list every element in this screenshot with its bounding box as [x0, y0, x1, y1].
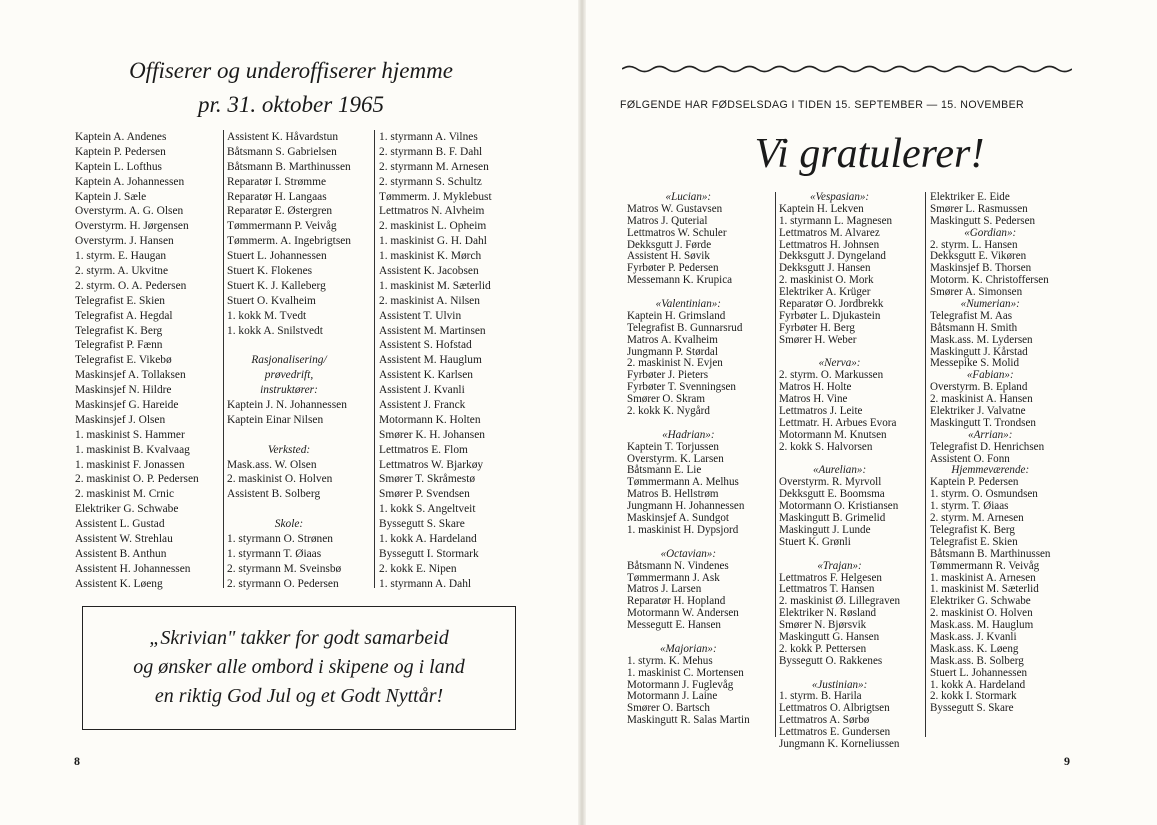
page-number-left: 8 [74, 754, 80, 768]
name-entry: Dekksgutt J. Hansen [779, 262, 871, 275]
name-entry: Matros J. Larsen [627, 583, 702, 596]
name-entry: 1. styrm. K. Mehus [627, 654, 713, 667]
name-entry: Tømmermann A. Melhus [627, 476, 739, 489]
name-entry: Fyrbøter J. Pieters [627, 369, 709, 382]
name-entry: 1. styrmann O. Strønen [227, 533, 333, 546]
name-entry: Stuert K. J. Kalleberg [227, 279, 326, 292]
name-entry: 2. maskinist O. Holven [930, 607, 1033, 620]
greeting-line: og ønsker alle ombord i skipene og i land [133, 656, 465, 678]
section-heading: «Aurelian»: [812, 464, 867, 477]
name-entry: Lettmatros N. Alvheim [379, 205, 485, 218]
name-entry: Fyrbøter H. Berg [779, 321, 855, 334]
name-entry: Assistent M. Hauglum [379, 354, 482, 367]
section-heading: prøvedrift, [264, 369, 314, 382]
name-entry: Assistent S. Hofstad [379, 339, 472, 352]
column-divider [775, 192, 776, 737]
name-entry: Elektriker N. Røsland [779, 607, 877, 620]
name-entry: 2. styrm. O. A. Pedersen [75, 279, 187, 292]
name-entry: 1. maskinist M. Sæterlid [379, 279, 491, 292]
name-entry: Assistent M. Martinsen [379, 324, 486, 337]
name-entry: Telegrafist P. Fænn [75, 339, 163, 352]
name-entry: 2. maskinist O. Mork [779, 274, 874, 287]
name-entry: Lettmatros F. Helgesen [779, 571, 882, 584]
name-entry: Overstyrm. B. Epland [930, 381, 1028, 394]
name-entry: Maskingutt G. Hansen [779, 630, 880, 643]
left-title-line2: pr. 31. oktober 1965 [198, 92, 384, 117]
name-entry: 1. maskinist S. Hammer [75, 428, 185, 441]
name-entry: 2. maskinist A. Nilsen [379, 294, 480, 307]
name-entry: Mask.ass. J. Kvanli [930, 630, 1017, 643]
name-entry: Kaptein A. Andenes [75, 131, 167, 143]
name-entry: Kaptein P. Pedersen [75, 145, 166, 158]
name-entry: Telegrafist E. Skien [930, 535, 1018, 548]
name-entry: Elektriker A. Krüger [779, 286, 871, 299]
name-entry: Tømmermann P. Veivåg [227, 220, 337, 233]
name-entry: Tømmerm. J. Myklebust [379, 190, 492, 203]
name-entry: Lettmatros W. Schuler [627, 226, 727, 239]
name-entry: Assistent H. Johannessen [75, 562, 191, 575]
name-entry: Tømmermann J. Ask [627, 571, 720, 584]
name-entry: Assistent K. Håvardstun [227, 131, 339, 143]
name-entry: Smører K. H. Johansen [379, 428, 485, 441]
name-entry: Stuert O. Kvalheim [227, 294, 316, 307]
name-entry: 1. maskinist A. Arnesen [930, 571, 1036, 584]
name-entry: 1. maskinist M. Sæterlid [930, 583, 1039, 596]
right-column-3 [930, 192, 1050, 715]
name-entry: Elektriker G. Schwabe [930, 595, 1031, 608]
name-entry: Smører P. Svendsen [379, 488, 470, 501]
name-entry: Motormann M. Knutsen [779, 428, 887, 441]
name-entry: Jungmann H. Johannessen [627, 500, 745, 513]
spacer [227, 428, 351, 443]
name-entry: Assistent B. Anthun [75, 547, 167, 560]
name-entry: Reparatør H. Hopland [627, 595, 726, 608]
name-entry: Overstyrm. A. G. Olsen [75, 205, 184, 218]
name-entry: 2. styrmann M. Arnesen [379, 160, 489, 173]
left-title-line1: Offiserer og underoffiserer hjemme [129, 58, 453, 83]
name-entry: Smører A. Simonsen [930, 286, 1023, 299]
name-entry: 1. styrm. O. Osmundsen [930, 488, 1038, 501]
christmas-greeting-box [82, 606, 516, 730]
name-entry: Motormann K. Holten [379, 413, 481, 426]
name-entry: Telegrafist K. Berg [930, 523, 1015, 536]
name-entry: 2. maskinist O. Holven [227, 473, 333, 486]
name-entry: Tømmerm. A. Ingebrigtsen [227, 235, 352, 248]
name-entry: Maskinsjef N. Hildre [75, 384, 172, 397]
name-entry: 2. kokk P. Pettersen [779, 642, 867, 655]
name-entry: Kaptein H. Lekven [779, 202, 864, 215]
name-entry: Assistent J. Kvanli [379, 384, 465, 397]
name-entry: Motorm. K. Christoffersen [930, 274, 1049, 287]
name-entry: Assistent K. Karlsen [379, 369, 473, 382]
name-entry: Overstyrm. K. Larsen [627, 452, 724, 465]
name-entry: 1. styrm. E. Haugan [75, 250, 167, 263]
name-entry: 2. maskinist M. Crnic [75, 488, 175, 501]
column-divider [925, 192, 926, 737]
name-entry: Assistent O. Fonn [930, 452, 1010, 465]
left-column-3 [379, 130, 492, 592]
section-heading: «Hadrian»: [662, 428, 715, 441]
name-entry: Smører O. Skram [627, 393, 705, 406]
name-entry: Elektriker E. Eide [930, 191, 1010, 203]
name-entry: Telegrafist D. Henrichsen [930, 440, 1045, 453]
name-entry: 2. styrm. L. Hansen [930, 238, 1018, 251]
name-entry: 1. maskinist F. Jonassen [75, 458, 185, 471]
name-entry: Elektriker G. Schwabe [75, 503, 179, 516]
name-entry: Mask.ass. K. Løeng [930, 642, 1019, 655]
section-heading: «Valentinian»: [655, 298, 721, 311]
name-entry: Lettmatr. H. Arbues Evora [779, 416, 897, 429]
name-entry: Smører H. Weber [779, 333, 857, 346]
name-entry: Smører N. Bjørsvik [779, 619, 867, 632]
page-fold [578, 0, 586, 825]
name-entry: 2. styrm. M. Arnesen [930, 512, 1024, 525]
name-entry: Messegutt E. Hansen [627, 619, 721, 632]
name-entry: Assistent K. Løeng [75, 577, 163, 590]
name-entry: Byssegutt S. Skare [379, 518, 465, 531]
name-entry: Mask.ass. M. Hauglum [930, 619, 1034, 632]
name-entry: Smører L. Rasmussen [930, 202, 1028, 215]
name-entry: Mask.ass. W. Olsen [227, 458, 317, 471]
name-entry: Båtsmann N. Vindenes [627, 559, 729, 572]
name-entry: Motormann J. Fuglevåg [627, 678, 734, 691]
name-entry: 1. maskinist H. Dypsjord [627, 523, 739, 536]
name-entry: 1. maskinist C. Mortensen [627, 666, 744, 679]
section-heading: «Justinian»: [811, 678, 868, 691]
name-entry: 1. styrmann L. Magnesen [779, 214, 893, 227]
name-entry: Stuert L. Johannessen [930, 666, 1028, 679]
name-entry: Assistent L. Gustad [75, 518, 165, 531]
name-entry: Jungmann P. Størdal [627, 345, 718, 358]
name-entry: Byssegutt O. Rakkenes [779, 654, 883, 667]
name-entry: Kaptein J. N. Johannessen [227, 399, 347, 412]
name-entry: Kaptein T. Torjussen [627, 440, 719, 453]
spacer [227, 502, 351, 517]
name-entry: 1. styrm. T. Øiaas [930, 500, 1009, 513]
name-entry: Lettmatros A. Sørbø [779, 714, 870, 727]
name-entry: Motormann J. Laine [627, 690, 718, 703]
name-entry: 2. maskinist Ø. Lillegraven [779, 595, 901, 608]
name-entry: Mask.ass. M. Lydersen [930, 333, 1033, 346]
name-entry: Messepike S. Molid [930, 357, 1020, 370]
name-entry: Maskinsjef A. Tollaksen [75, 369, 186, 382]
greeting-line: en riktig God Jul og et Godt Nyttår! [154, 685, 444, 707]
section-heading: «Trajan»: [817, 559, 862, 572]
name-entry: Stuert K. Flokenes [227, 265, 313, 278]
name-entry: 1. styrm. B. Harila [779, 690, 862, 703]
name-entry: Lettmatros E. Gundersen [779, 726, 891, 739]
name-entry: Telegrafist K. Berg [75, 324, 163, 337]
name-entry: 1. maskinist G. H. Dahl [379, 235, 487, 248]
name-entry: Matros A. Kvalheim [627, 333, 718, 346]
section-heading: «Gordian»: [964, 226, 1017, 239]
section-heading: instruktører: [260, 384, 318, 397]
congratulations-title: Vi gratulerer! [754, 131, 985, 177]
name-entry: Overstyrm. H. Jørgensen [75, 220, 189, 233]
name-entry: Kaptein Einar Nilsen [227, 413, 324, 426]
name-entry: Maskinsjef A. Sundgot [627, 512, 730, 525]
right-column-2 [779, 192, 900, 751]
name-entry: Maskingutt B. Grimelid [779, 512, 886, 525]
name-entry: 2. styrmann O. Pedersen [227, 577, 339, 590]
name-entry: Smører O. Bartsch [627, 702, 710, 715]
name-entry: Byssegutt I. Stormark [379, 547, 479, 560]
name-entry: Fyrbøter T. Svenningsen [627, 381, 736, 394]
name-entry: Telegrafist E. Vikebø [75, 354, 172, 367]
name-entry: 2. styrm. A. Ukvitne [75, 265, 169, 278]
name-entry: Assistent W. Strehlau [75, 533, 173, 546]
name-entry: Assistent H. Søvik [627, 250, 710, 263]
name-entry: Fyrbøter L. Djukastein [779, 309, 881, 322]
name-entry: Maskingutt R. Salas Martin [627, 714, 750, 727]
section-heading: Rasjonalisering/ [251, 354, 327, 367]
name-entry: 2. kokk I. Stormark [930, 690, 1017, 703]
name-entry: Lettmatros J. Leite [779, 405, 863, 418]
name-entry: Båtsmann S. Gabrielsen [227, 145, 337, 158]
name-entry: Assistent B. Solberg [227, 488, 321, 501]
section-heading: «Vespasian»: [809, 191, 870, 203]
spacer [627, 537, 750, 549]
name-entry: Matros W. Gustavsen [627, 202, 723, 215]
name-entry: 1. kokk A. Hardeland [379, 533, 477, 546]
column-divider [223, 130, 224, 588]
name-entry: Matros H. Holte [779, 381, 852, 394]
wavy-divider [622, 64, 1072, 74]
name-entry: Lettmatros O. Albrigtsen [779, 702, 890, 715]
name-entry: 1. kokk S. Angeltveit [379, 503, 476, 516]
name-entry: Smører T. Skråmestø [379, 473, 476, 486]
name-entry: Tømmermann R. Veivåg [930, 559, 1040, 572]
name-entry: 2. maskinist L. Opheim [379, 220, 487, 233]
name-entry: Lettmatros H. Johnsen [779, 238, 880, 251]
page-number-right: 9 [1064, 754, 1070, 768]
name-entry: 1. maskinist B. Kvalvaag [75, 443, 190, 456]
name-entry: Motormann O. Kristiansen [779, 500, 899, 513]
name-entry: Byssegutt S. Skare [930, 702, 1014, 715]
name-entry: 1. styrmann A. Dahl [379, 577, 472, 590]
name-entry: 2. kokk S. Halvorsen [779, 440, 873, 453]
name-entry: Båtsmann E. Lie [627, 464, 702, 477]
section-heading: «Nerva»: [818, 357, 861, 370]
name-entry: Maskingutt J. Lunde [779, 523, 871, 536]
section-heading: «Majorian»: [659, 642, 717, 655]
name-entry: Telegrafist E. Skien [75, 294, 165, 307]
section-heading: «Numerian»: [960, 298, 1020, 311]
name-entry: 2. maskinist N. Evjen [627, 357, 723, 370]
name-entry: 2. maskinist O. P. Pedersen [75, 473, 199, 486]
name-entry: Maskinsjef G. Hareide [75, 399, 179, 412]
name-entry: Stuert L. Johannessen [227, 250, 327, 263]
name-entry: Fyrbøter P. Pedersen [627, 262, 719, 275]
name-entry: Lettmatros E. Flom [379, 443, 468, 456]
name-entry: Jungmann K. Korneliussen [779, 737, 900, 750]
name-entry: Telegrafist M. Aas [930, 309, 1013, 322]
name-entry: Assistent T. Ulvin [379, 309, 462, 322]
name-entry: Maskinsjef B. Thorsen [930, 262, 1032, 275]
name-entry: 2. kokk E. Nipen [379, 562, 457, 575]
name-entry: 1. maskinist K. Mørch [379, 250, 482, 263]
name-entry: Assistent J. Franck [379, 399, 466, 412]
name-entry: Båtsmann B. Marthinussen [930, 547, 1051, 560]
name-entry: Telegrafist A. Hegdal [75, 309, 173, 322]
name-entry: 1. kokk M. Tvedt [227, 309, 307, 322]
name-entry: Stuert K. Grønli [779, 535, 851, 548]
section-heading: «Fabian»: [966, 369, 1014, 382]
name-entry: 1. styrmann A. Vilnes [379, 131, 478, 143]
name-entry: 2. styrmann M. Sveinsbø [227, 562, 342, 575]
right-column-1 [627, 192, 750, 727]
name-entry: Maskingutt J. Kårstad [930, 345, 1028, 358]
name-entry: Reparatør I. Strømme [227, 175, 327, 188]
name-entry: Messemann K. Krupica [627, 274, 733, 287]
spacer [779, 549, 900, 561]
name-entry: Dekksgutt E. Vikøren [930, 250, 1027, 263]
name-entry: 1. kokk A. Snilstvedt [227, 324, 323, 337]
name-entry: Motormann W. Andersen [627, 607, 739, 620]
name-entry: Reparatør E. Østergren [227, 205, 333, 218]
spacer [227, 338, 351, 353]
section-heading: Skole: [274, 518, 304, 531]
name-entry: Kaptein H. Grimsland [627, 309, 726, 322]
section-heading: Verksted: [267, 443, 311, 456]
name-entry: Assistent K. Jacobsen [379, 265, 479, 278]
name-entry: Lettmatros W. Bjarkøy [379, 458, 484, 471]
section-heading: Hjemmeværende: [951, 464, 1030, 477]
greeting-line: „Skrivian" takker for godt samarbeid [149, 627, 449, 649]
name-entry: Overstyrm. R. Myrvoll [779, 476, 882, 489]
birthday-heading: FØLGENDE HAR FØDSELSDAG I TIDEN 15. SEPTEMBER — 15. NOVEMBER [620, 99, 1025, 111]
name-entry: 2. maskinist A. Hansen [930, 393, 1033, 406]
name-entry: Dekksgutt J. Dyngeland [779, 250, 886, 263]
name-entry: Matros H. Vine [779, 393, 848, 406]
name-entry: Matros J. Quterial [627, 214, 708, 227]
name-entry: Båtsmann H. Smith [930, 321, 1018, 334]
name-entry: Mask.ass. B. Solberg [930, 654, 1024, 667]
name-entry: 1. styrmann T. Øiaas [227, 547, 322, 560]
name-entry: Dekksgutt E. Boomsma [779, 488, 885, 501]
name-entry: Telegrafist B. Gunnarsrud [627, 321, 743, 334]
name-entry: Maskingutt T. Trondsen [930, 416, 1036, 429]
section-heading: «Octavian»: [660, 547, 717, 560]
left-column-1 [75, 130, 199, 592]
name-entry: Maskinsjef J. Olsen [75, 413, 166, 426]
name-entry: Reparatør H. Langaas [227, 190, 327, 203]
section-heading: «Lucian»: [665, 191, 712, 203]
name-entry: 1. kokk A. Hardeland [930, 678, 1026, 691]
name-entry: Kaptein L. Lofthus [75, 160, 162, 173]
name-entry: Kaptein A. Johannessen [75, 175, 185, 188]
name-entry: Reparatør O. Jordbrekk [779, 298, 884, 311]
name-entry: 2. kokk K. Nygård [627, 405, 710, 418]
name-entry: Båtsmann B. Marthinussen [227, 160, 351, 173]
name-entry: Kaptein J. Sæle [75, 190, 147, 203]
name-entry: Elektriker J. Valvatne [930, 405, 1026, 418]
left-column-2 [227, 130, 351, 592]
spacer [779, 668, 900, 680]
name-entry: Lettmatros T. Hansen [779, 583, 875, 596]
name-entry: Dekksgutt J. Førde [627, 238, 712, 251]
name-entry: Maskingutt S. Pedersen [930, 214, 1036, 227]
name-entry: Lettmatros M. Alvarez [779, 226, 880, 239]
name-entry: Overstyrm. J. Hansen [75, 235, 174, 248]
name-entry: 2. styrm. O. Markussen [779, 369, 884, 382]
name-entry: Matros B. Hellstrøm [627, 488, 719, 501]
section-heading: «Arrian»: [968, 428, 1013, 441]
name-entry: 2. styrmann S. Schultz [379, 175, 482, 188]
column-divider [374, 130, 375, 588]
name-entry: 2. styrmann B. F. Dahl [379, 145, 483, 158]
name-entry: Kaptein P. Pedersen [930, 476, 1019, 489]
